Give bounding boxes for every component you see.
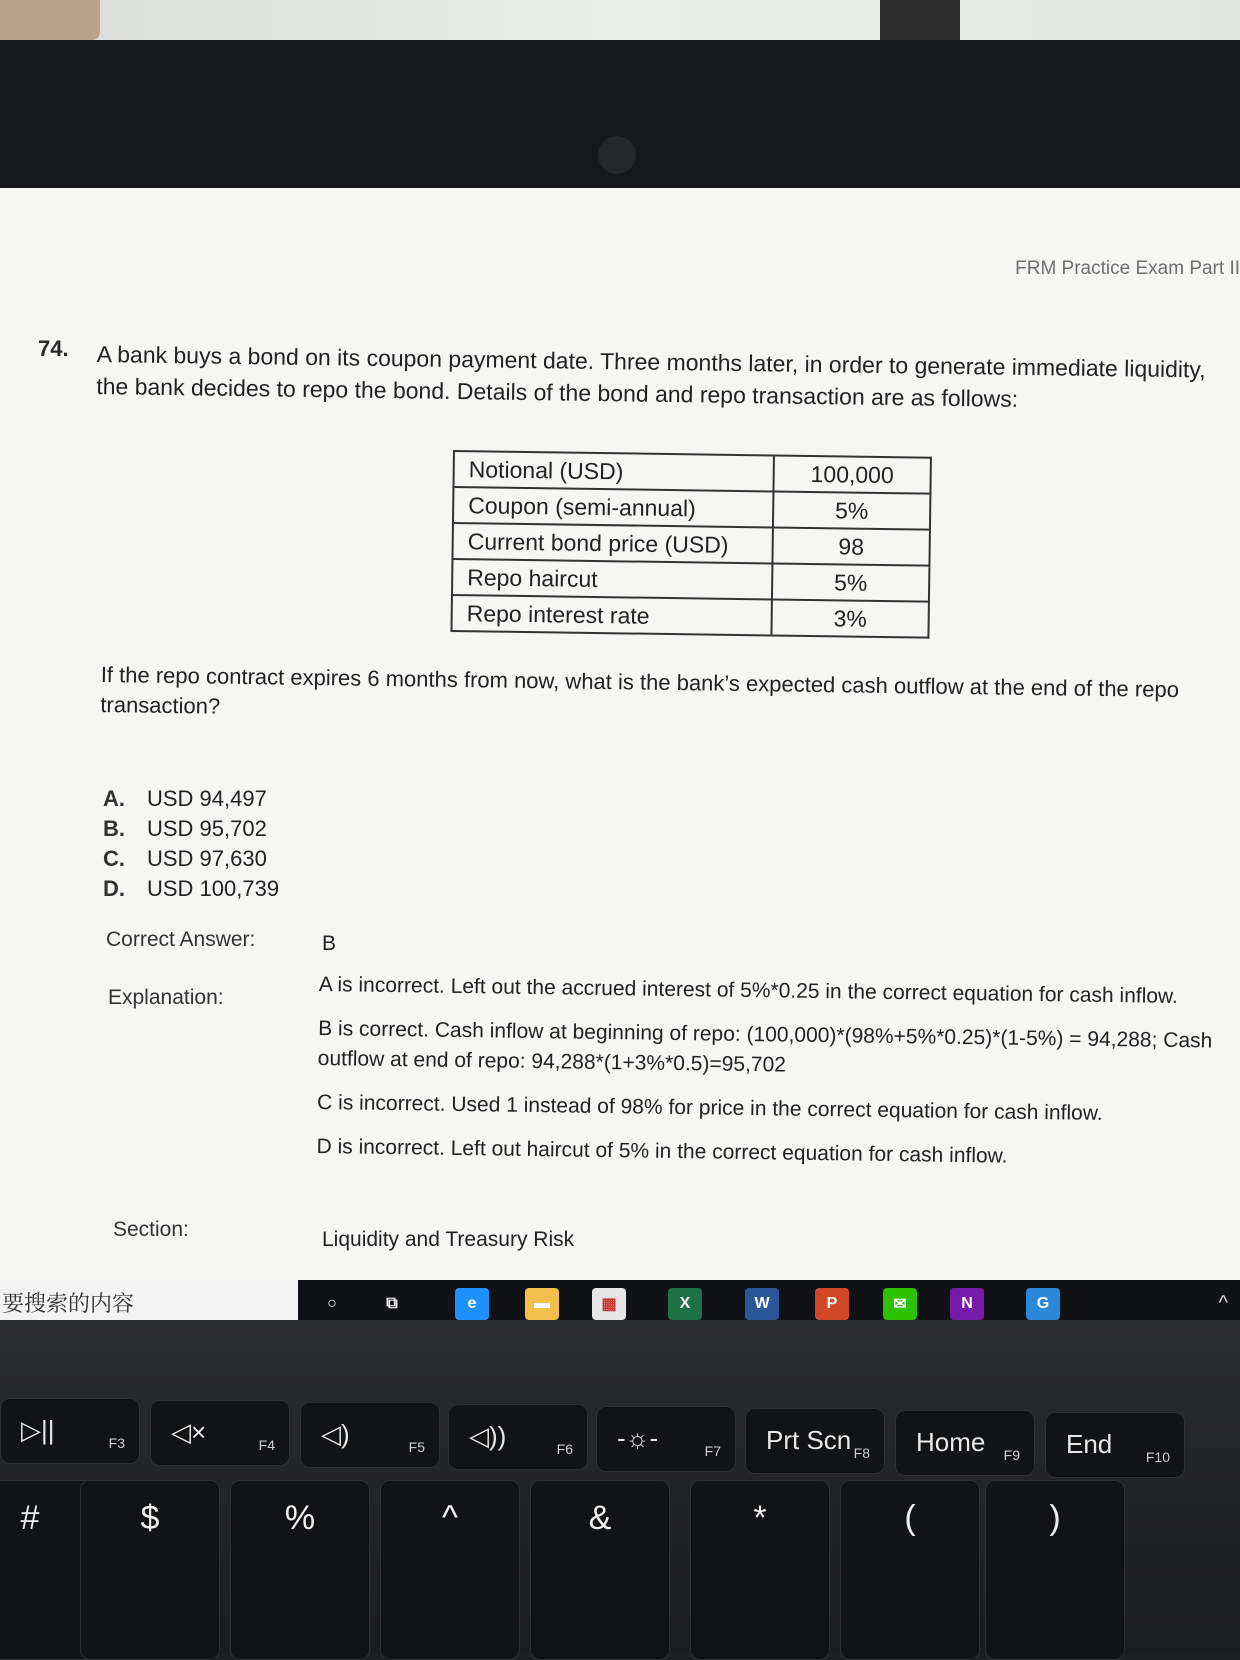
- word-icon[interactable]: [745, 1288, 779, 1320]
- table-cell-label: Repo haircut: [452, 559, 772, 599]
- taskbar-glyph: X: [679, 1295, 691, 1312]
- store-icon[interactable]: [592, 1288, 626, 1320]
- key-fn-label: F8: [853, 1445, 870, 1461]
- number-row-key[interactable]: [530, 1480, 670, 1660]
- task-view-icon[interactable]: [375, 1288, 409, 1320]
- key-label: Prt Scn: [766, 1425, 852, 1455]
- fn-key-f5[interactable]: [300, 1402, 440, 1468]
- section-label: Section:: [113, 1218, 189, 1241]
- laptop-keyboard: [0, 1320, 1240, 1654]
- key-label: ◁)): [469, 1421, 507, 1451]
- taskbar-glyph: e: [467, 1295, 477, 1312]
- wechat-icon[interactable]: [883, 1288, 917, 1320]
- table-cell-value: 3%: [771, 599, 928, 637]
- explanation-paragraph: B is correct. Cash inflow at beginning of repo: (100,000)*(98%+5%*0.25)*(1-5%) = 94,288; Cash outflow at end of repo: 94,288*(1+3%*0.5)=95,702: [317, 1016, 1213, 1077]
- taskbar-glyph: W: [754, 1295, 770, 1312]
- fn-key-f7[interactable]: [596, 1406, 736, 1472]
- key-symbol: *: [753, 1499, 767, 1537]
- key-fn-label: F4: [258, 1437, 275, 1453]
- taskbar-glyph: P: [826, 1295, 838, 1312]
- correct-answer-label: Correct Answer:: [106, 928, 256, 951]
- taskbar-glyph: N: [961, 1295, 973, 1312]
- section-value: Liquidity and Treasury Risk: [322, 1228, 575, 1251]
- fn-key-f3[interactable]: [0, 1398, 140, 1464]
- onenote-icon[interactable]: [950, 1288, 984, 1320]
- table-cell-value: 98: [772, 527, 929, 565]
- option-letter: A.: [103, 786, 125, 811]
- key-fn-label: F5: [408, 1439, 425, 1455]
- number-row-key[interactable]: [985, 1480, 1125, 1660]
- key-fn-label: F6: [556, 1441, 573, 1457]
- laptop-bezel: [0, 40, 1240, 190]
- explanation-paragraph: D is incorrect. Left out haircut of 5% in the correct equation for cash inflow.: [316, 1134, 1008, 1168]
- table-cell-label: Notional (USD): [453, 451, 773, 491]
- number-row-key[interactable]: [840, 1480, 980, 1660]
- question-text: A bank buys a bond on its coupon payment date. Three months later, in order to generate immediate liquidity, the bank decides to repo the bond. Details of the bond and repo transaction are as follows:: [96, 340, 1206, 412]
- question-number: 74.: [38, 336, 69, 361]
- option-text: USD 97,630: [147, 846, 267, 871]
- key-label: ◁): [321, 1419, 350, 1449]
- option-text: USD 100,739: [147, 876, 280, 901]
- option-c[interactable]: [103, 846, 279, 876]
- fn-key-f8[interactable]: [745, 1408, 885, 1474]
- taskbar-glyph: ✉: [893, 1296, 907, 1313]
- explanation-paragraph: C is incorrect. Used 1 instead of 98% for price in the correct equation for cash inflow.: [316, 1090, 1103, 1125]
- option-b[interactable]: [103, 816, 279, 846]
- option-text: USD 95,702: [147, 816, 267, 841]
- option-letter: C.: [103, 846, 125, 871]
- number-row-key[interactable]: [80, 1480, 220, 1660]
- edge-icon[interactable]: [455, 1288, 489, 1320]
- key-fn-label: F7: [704, 1443, 721, 1459]
- key-symbol: $: [140, 1499, 160, 1537]
- key-symbol: ): [1049, 1499, 1061, 1537]
- taskbar-glyph: ○: [327, 1295, 337, 1312]
- option-letter: B.: [103, 816, 125, 841]
- key-label: End: [1066, 1429, 1113, 1459]
- table-cell-value: 5%: [773, 491, 930, 529]
- background-object: [880, 0, 960, 45]
- windows-taskbar: [0, 1280, 1240, 1320]
- table-cell-label: Coupon (semi-annual): [453, 487, 773, 527]
- powerpoint-icon[interactable]: [815, 1288, 849, 1320]
- answer-options: [103, 786, 279, 906]
- table-cell-value: 5%: [772, 563, 929, 601]
- fn-key-f6[interactable]: [448, 1404, 588, 1470]
- explanation-label: Explanation:: [108, 986, 224, 1009]
- option-d[interactable]: [103, 876, 279, 906]
- excel-icon[interactable]: [668, 1288, 702, 1320]
- file-explorer-icon[interactable]: [525, 1288, 559, 1320]
- sticker: [0, 0, 100, 40]
- webcam: [598, 136, 636, 174]
- fn-key-f9[interactable]: [895, 1410, 1035, 1476]
- bond-details-table: [450, 450, 931, 639]
- fn-key-f4[interactable]: [150, 1400, 290, 1466]
- key-fn-label: F10: [1145, 1449, 1170, 1465]
- taskbar-glyph: G: [1036, 1295, 1050, 1312]
- table-cell-label: Current bond price (USD): [452, 523, 772, 563]
- fn-key-f10[interactable]: [1045, 1412, 1185, 1478]
- key-symbol: (: [904, 1499, 916, 1537]
- key-symbol: #: [20, 1499, 40, 1537]
- key-symbol: ^: [442, 1499, 458, 1537]
- key-fn-label: F3: [108, 1435, 125, 1451]
- table-cell-label: Repo interest rate: [451, 595, 771, 635]
- taskbar-search-box[interactable]: 要搜索的内容: [0, 1280, 298, 1320]
- taskbar-glyph: ▬: [534, 1295, 550, 1312]
- number-row-key[interactable]: [230, 1480, 370, 1660]
- number-row-key[interactable]: [380, 1480, 520, 1660]
- table-cell-value: 100,000: [773, 455, 930, 493]
- taskbar-glyph: ▦: [601, 1296, 617, 1313]
- correct-answer-value: B: [322, 932, 337, 955]
- question-prompt: If the repo contract expires 6 months from now, what is the bank’s expected cash outflow at the end of the repo transaction?: [100, 661, 1180, 719]
- explanation-paragraph: A is incorrect. Left out the accrued interest of 5%*0.25 in the correct equation for cash inflow.: [318, 972, 1179, 1008]
- table-row: [451, 595, 928, 638]
- background-room: [0, 0, 1240, 45]
- app-g-icon[interactable]: [1026, 1288, 1060, 1320]
- option-text: USD 94,497: [147, 786, 267, 811]
- show-hidden-icons-chevron[interactable]: ^: [1218, 1292, 1228, 1314]
- option-a[interactable]: [103, 786, 279, 816]
- explanation-body: [316, 970, 1239, 1189]
- key-label: -☼-: [617, 1423, 659, 1453]
- key-label: Home: [916, 1427, 986, 1457]
- key-fn-label: F9: [1003, 1447, 1020, 1463]
- key-label: ◁×: [171, 1417, 207, 1447]
- key-label: ▷||: [21, 1415, 55, 1445]
- taskbar-glyph: ⧉: [386, 1295, 398, 1312]
- laptop-screen: [0, 188, 1240, 1320]
- number-row-key[interactable]: [690, 1480, 830, 1660]
- key-symbol: %: [284, 1499, 316, 1537]
- cortana-icon[interactable]: [315, 1288, 349, 1320]
- key-symbol: &: [588, 1499, 612, 1537]
- document-header: FRM Practice Exam Part II: [1015, 258, 1240, 279]
- option-letter: D.: [103, 876, 125, 901]
